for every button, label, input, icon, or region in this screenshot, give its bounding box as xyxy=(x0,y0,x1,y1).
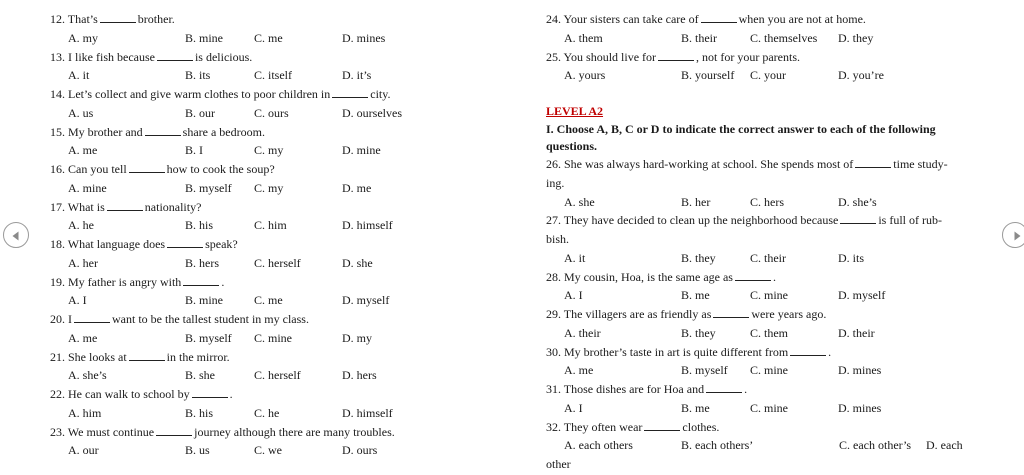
answer-option[interactable]: B. mine xyxy=(185,293,223,308)
question-item xyxy=(546,48,986,86)
answer-option[interactable]: A. mine xyxy=(68,180,107,195)
answer-option[interactable]: D. each xyxy=(926,438,963,453)
answer-option[interactable]: D. she xyxy=(342,255,373,270)
answer-blank[interactable] xyxy=(332,86,368,98)
question-text-continued: ing. xyxy=(546,175,565,190)
question-stem: 30. My brother’s taste in art is quite different from xyxy=(546,344,789,359)
answer-option[interactable]: D. ourselves xyxy=(342,105,402,120)
answer-options xyxy=(546,286,986,305)
answer-blank[interactable] xyxy=(183,274,219,286)
answer-option[interactable]: A. him xyxy=(68,405,102,420)
answer-option[interactable]: B. myself xyxy=(681,363,728,378)
answer-option[interactable]: C. herself xyxy=(254,368,301,383)
question-tail: city. xyxy=(370,87,391,101)
question-text xyxy=(50,48,490,67)
question-text xyxy=(546,10,986,29)
answer-blank[interactable] xyxy=(157,49,193,61)
answer-option[interactable]: B. his xyxy=(185,405,214,420)
question-tail: how to cook the soup? xyxy=(166,162,275,176)
answer-blank[interactable] xyxy=(855,156,891,168)
question-text xyxy=(546,268,986,287)
answer-option[interactable]: A. me xyxy=(564,363,594,378)
question-tail: is full of rub- xyxy=(878,213,942,228)
answer-option[interactable]: C. ours xyxy=(254,105,289,120)
question-text xyxy=(546,211,986,230)
answer-option[interactable]: D. you’re xyxy=(838,68,884,83)
answer-option[interactable]: C. them xyxy=(750,325,788,340)
answer-option[interactable]: A. he xyxy=(68,218,94,233)
answer-blank[interactable] xyxy=(100,11,136,23)
answer-options xyxy=(546,193,986,212)
question-text xyxy=(546,380,986,399)
question-item xyxy=(50,310,490,348)
question-stem: 24. Your sisters can take care of xyxy=(546,12,699,26)
question-stem: 23. We must continue xyxy=(50,424,155,439)
answer-option[interactable]: A. she xyxy=(564,194,595,209)
answer-options xyxy=(50,104,490,123)
answer-option[interactable]: A. me xyxy=(68,330,98,345)
question-tail: is delicious. xyxy=(194,49,253,64)
answer-option[interactable]: D. ours xyxy=(342,443,378,458)
question-tail: . xyxy=(828,344,832,359)
answer-option[interactable]: D. my xyxy=(342,330,372,345)
answer-option[interactable]: A. her xyxy=(68,255,98,270)
answer-blank[interactable] xyxy=(74,311,110,323)
question-tail: want to be the tallest student in my class. xyxy=(112,312,309,326)
question-stem: 17. What is xyxy=(50,199,105,214)
question-item xyxy=(546,418,986,474)
answer-option[interactable]: C. me xyxy=(254,293,283,308)
question-stem: 20. I xyxy=(50,312,72,326)
question-item xyxy=(546,211,986,267)
question-item xyxy=(50,160,490,198)
question-tail: . xyxy=(229,387,233,401)
question-tail: time study- xyxy=(893,157,948,171)
question-text xyxy=(50,198,490,217)
answer-option[interactable]: B. me xyxy=(681,288,710,303)
question-item xyxy=(50,48,490,86)
answer-option[interactable]: B. hers xyxy=(185,255,219,270)
answer-option[interactable]: A. yours xyxy=(564,68,606,83)
answer-option[interactable]: A. their xyxy=(564,325,601,340)
answer-option[interactable]: C. hers xyxy=(750,194,784,209)
question-tail: when you are not at home. xyxy=(738,12,866,26)
question-stem: 21. She looks at xyxy=(50,349,127,364)
question-tail: brother. xyxy=(137,12,175,26)
answer-options xyxy=(50,29,490,48)
answer-blank[interactable] xyxy=(129,349,165,361)
answer-blank[interactable] xyxy=(644,419,680,431)
question-stem: 28. My cousin, Hoa, is the same age as xyxy=(546,269,733,284)
answer-blank[interactable] xyxy=(129,161,165,173)
question-stem: 31. Those dishes are for Hoa and xyxy=(546,382,705,396)
question-item xyxy=(50,123,490,161)
question-tail: . xyxy=(772,269,776,284)
answer-options xyxy=(50,179,490,198)
answer-options xyxy=(50,216,490,235)
answer-option[interactable]: A. me xyxy=(68,143,98,158)
answer-options xyxy=(50,254,490,273)
answer-option[interactable]: B. they xyxy=(681,325,716,340)
question-item xyxy=(50,423,490,461)
answer-option[interactable]: B. me xyxy=(681,400,710,415)
question-text xyxy=(50,85,490,104)
answer-option[interactable]: C. we xyxy=(254,443,282,458)
answer-option[interactable]: D. their xyxy=(838,325,875,340)
question-item xyxy=(50,348,490,386)
answer-blank[interactable] xyxy=(156,424,192,436)
question-stem: 14. Let’s collect and give warm clothes to poor children in xyxy=(50,87,331,101)
question-stem: 29. The villagers are as friendly as xyxy=(546,307,712,321)
answer-option[interactable]: D. its xyxy=(838,250,865,265)
question-tail: were years ago. xyxy=(751,307,827,321)
answer-blank[interactable] xyxy=(840,212,876,224)
answer-option[interactable]: B. yourself xyxy=(681,68,735,83)
question-text xyxy=(50,273,490,292)
question-text xyxy=(50,348,490,367)
answer-option[interactable]: C. each other’s xyxy=(839,438,912,453)
answer-options xyxy=(546,249,986,268)
question-text xyxy=(546,343,986,362)
question-tail: in the mirror. xyxy=(166,349,230,364)
answer-options xyxy=(546,436,986,455)
answer-options xyxy=(546,66,986,85)
answer-options xyxy=(546,324,986,343)
question-text xyxy=(50,123,490,142)
answer-option[interactable]: C. themselves xyxy=(750,30,818,45)
answer-option[interactable]: C. mine xyxy=(750,363,788,378)
question-text xyxy=(50,160,490,179)
question-stem: 12. That’s xyxy=(50,12,98,26)
question-stem: 32. They often wear xyxy=(546,419,643,434)
answer-option[interactable]: D. it’s xyxy=(342,68,372,83)
answer-option[interactable]: D. mines xyxy=(838,400,882,415)
answer-option[interactable]: C. me xyxy=(254,30,283,45)
question-stem: 27. They have decided to clean up the neighborhood because xyxy=(546,213,839,228)
answer-option[interactable]: D. mines xyxy=(342,30,386,45)
answer-option[interactable]: C. itself xyxy=(254,68,292,83)
answer-options xyxy=(50,441,490,460)
question-item xyxy=(546,343,986,381)
level-heading: LEVEL A2 xyxy=(546,104,604,118)
answer-option[interactable]: C. mine xyxy=(750,400,788,415)
left-column xyxy=(50,10,490,460)
answer-options xyxy=(50,66,490,85)
answer-option[interactable]: C. your xyxy=(750,68,786,83)
question-stem: 16. Can you tell xyxy=(50,162,127,176)
question-text xyxy=(50,235,490,254)
answer-option[interactable]: B. us xyxy=(185,443,210,458)
question-tail: journey although there are many troubles. xyxy=(194,424,395,439)
answer-option[interactable]: D. myself xyxy=(342,293,390,308)
question-stem: 13. I like fish because xyxy=(50,49,155,64)
answer-option[interactable]: B. each others’ xyxy=(681,438,754,453)
question-item xyxy=(50,10,490,48)
chevron-right-icon xyxy=(1003,223,1024,249)
question-text xyxy=(546,305,986,324)
answer-option[interactable]: A. us xyxy=(68,105,94,120)
answer-option[interactable]: B. I xyxy=(185,143,203,158)
answer-option[interactable]: A. I xyxy=(564,400,583,415)
section-instruction: I. Choose A, B, C or D to indicate the correct answer to each of the following questions. xyxy=(546,122,936,153)
answer-option[interactable]: A. my xyxy=(68,30,98,45)
answer-blank[interactable] xyxy=(192,386,228,398)
answer-option[interactable]: B. myself xyxy=(185,330,232,345)
answer-option[interactable]: A. I xyxy=(68,293,87,308)
answer-options xyxy=(546,399,986,418)
question-tail: , not for your parents. xyxy=(696,49,800,64)
answer-option[interactable]: B. our xyxy=(185,105,215,120)
question-item xyxy=(546,305,986,343)
answer-option[interactable]: A. she’s xyxy=(68,368,107,383)
answer-option[interactable]: D. himself xyxy=(342,218,393,233)
answer-option[interactable]: A. it xyxy=(68,68,90,83)
answer-option[interactable]: B. his xyxy=(185,218,214,233)
answer-options xyxy=(50,329,490,348)
answer-option[interactable]: D. me xyxy=(342,180,372,195)
answer-blank[interactable] xyxy=(790,344,826,356)
next-page-button[interactable] xyxy=(1002,222,1024,248)
answer-option[interactable]: C. mine xyxy=(750,288,788,303)
question-text xyxy=(50,310,490,329)
question-tail: . xyxy=(221,274,225,289)
question-tail: nationality? xyxy=(144,199,202,214)
question-stem: 22. He can walk to school by xyxy=(50,387,190,401)
question-item xyxy=(50,273,490,311)
answer-option[interactable]: A. I xyxy=(564,288,583,303)
answer-option[interactable]: D. myself xyxy=(838,288,886,303)
question-text xyxy=(50,10,490,29)
answer-options xyxy=(546,361,986,380)
answer-blank[interactable] xyxy=(107,199,143,211)
question-tail: . xyxy=(744,382,748,396)
question-tail: clothes. xyxy=(682,419,720,434)
answer-option[interactable]: C. my xyxy=(254,180,284,195)
question-item xyxy=(546,10,986,48)
question-stem: 25. You should live for xyxy=(546,49,657,64)
answer-option[interactable]: D. himself xyxy=(342,405,393,420)
answer-option[interactable]: D. mines xyxy=(838,363,882,378)
question-item xyxy=(50,385,490,423)
answer-blank[interactable] xyxy=(701,11,737,23)
answer-option[interactable]: A. each others xyxy=(564,438,633,453)
previous-page-button[interactable] xyxy=(3,222,29,248)
answer-blank[interactable] xyxy=(145,124,181,136)
answer-option[interactable]: C. mine xyxy=(254,330,292,345)
answer-option[interactable]: D. mine xyxy=(342,143,381,158)
answer-option[interactable]: D. she’s xyxy=(838,194,877,209)
question-stem: 26. She was always hard-working at school. She spends most of xyxy=(546,157,854,171)
answer-options xyxy=(50,404,490,423)
question-item xyxy=(50,235,490,273)
question-text-continued: bish. xyxy=(546,232,570,246)
answer-blank[interactable] xyxy=(167,236,203,248)
answer-option[interactable]: B. her xyxy=(681,194,711,209)
question-stem: 18. What language does xyxy=(50,237,166,251)
question-item xyxy=(546,268,986,306)
answer-option[interactable]: C. my xyxy=(254,143,284,158)
answer-blank[interactable] xyxy=(735,269,771,281)
question-text xyxy=(546,155,986,174)
answer-option[interactable]: C. their xyxy=(750,250,786,265)
answer-option[interactable]: B. they xyxy=(681,250,716,265)
question-tail: speak? xyxy=(205,237,238,251)
answer-option[interactable]: C. herself xyxy=(254,255,301,270)
answer-blank[interactable] xyxy=(706,381,742,393)
answer-option[interactable]: B. their xyxy=(681,30,717,45)
question-text xyxy=(546,48,986,67)
answer-options xyxy=(546,29,986,48)
question-text xyxy=(546,418,986,437)
answer-option[interactable]: B. its xyxy=(185,68,211,83)
answer-options xyxy=(50,291,490,310)
question-text xyxy=(50,423,490,442)
answer-option[interactable]: A. it xyxy=(564,250,586,265)
question-text-continued: other xyxy=(546,457,571,471)
answer-option[interactable]: D. they xyxy=(838,30,874,45)
question-stem: 15. My brother and xyxy=(50,124,143,139)
question-tail: share a bedroom. xyxy=(182,124,265,139)
question-item xyxy=(50,85,490,123)
question-item xyxy=(546,380,986,418)
answer-options xyxy=(50,366,490,385)
answer-option[interactable]: B. she xyxy=(185,368,215,383)
answer-option[interactable]: C. him xyxy=(254,218,287,233)
answer-option[interactable]: B. myself xyxy=(185,180,232,195)
question-item xyxy=(546,155,986,211)
answer-option[interactable]: A. them xyxy=(564,30,603,45)
answer-option[interactable]: C. he xyxy=(254,405,280,420)
answer-option[interactable]: B. mine xyxy=(185,30,223,45)
answer-options xyxy=(50,141,490,160)
answer-option[interactable]: D. hers xyxy=(342,368,377,383)
question-stem: 19. My father is angry with xyxy=(50,274,182,289)
answer-blank[interactable] xyxy=(658,49,694,61)
question-text xyxy=(50,385,490,404)
right-column xyxy=(546,10,986,474)
answer-option[interactable]: A. our xyxy=(68,443,99,458)
answer-blank[interactable] xyxy=(713,306,749,318)
chevron-left-icon xyxy=(4,223,30,249)
question-item xyxy=(50,198,490,236)
